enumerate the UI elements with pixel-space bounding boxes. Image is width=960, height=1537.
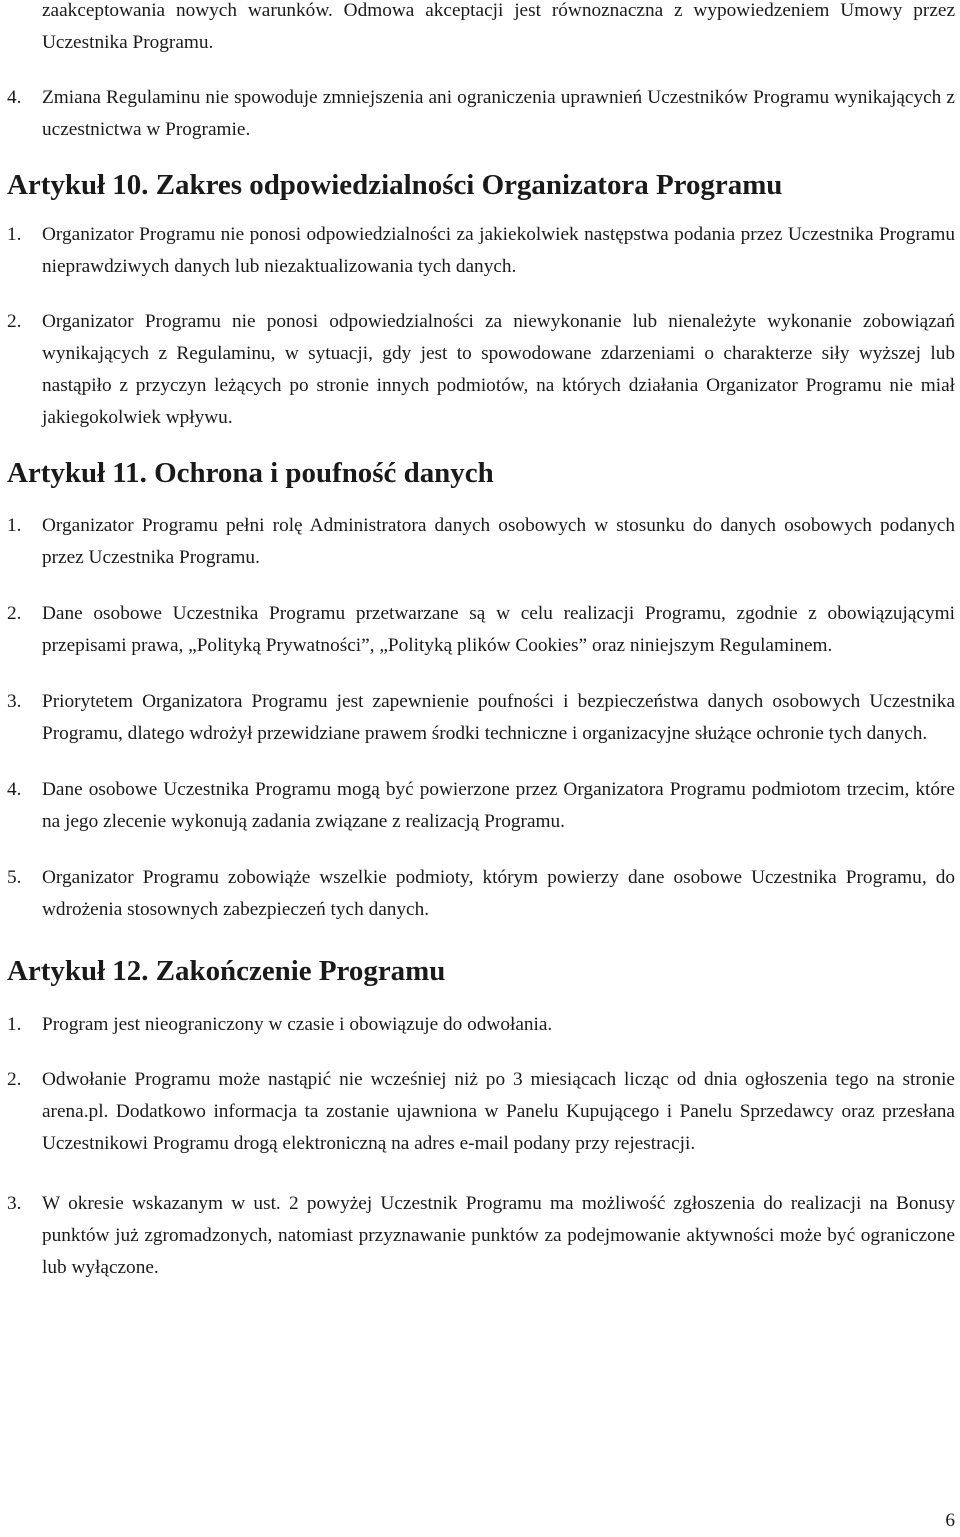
list-item-number: 5. (7, 867, 22, 888)
list-item-number: 3. (7, 1193, 22, 1214)
list-item (7, 774, 955, 838)
article-11-heading: Artykuł 11. Ochrona i poufność danych (7, 457, 494, 489)
list-item-number: 2. (7, 603, 22, 624)
list-item (7, 686, 955, 750)
list-item-number: 4. (7, 779, 22, 800)
list-item (7, 510, 955, 574)
list-item-number: 1. (7, 1014, 22, 1035)
list-item-text: Zmiana Regulaminu nie spowoduje zmniejszenia ani ograniczenia uprawnień Uczestników Programu wynikających z uczestnictwa w Programie. (42, 87, 955, 140)
list-item-text: Organizator Programu nie ponosi odpowiedzialności za niewykonanie lub nienależyte wykonanie zobowiązań wynikających z Regulaminu, w sytuacji, gdy jest to spowodowane zdarzeniami o charakterze siły wyższej lub nastąpiło z przyczyn leżących po stronie innych podmiotów, na których działania Organizator Programu nie miał jakiegokolwiek wpływu. (42, 311, 955, 428)
list-item-number: 2. (7, 1069, 22, 1090)
list-item-text: Organizator Programu pełni rolę Administratora danych osobowych w stosunku do danych osobowych podanych przez Uczestnika Programu. (42, 515, 955, 568)
list-item-text: Odwołanie Programu może nastąpić nie wcześniej niż po 3 miesiącach licząc od dnia ogłoszenia tego na stronie arena.pl. Dodatkowo informacja ta zostanie ujawniona w Panelu Kupującego i Panelu Sprzedawcy oraz przesłana Uczestnikowi Programu drogą elektroniczną na adres e-mail podany przy rejestracji. (42, 1069, 955, 1154)
list-item (7, 862, 955, 926)
article-12-heading: Artykuł 12. Zakończenie Programu (7, 955, 446, 987)
list-item-number: 2. (7, 311, 22, 332)
list-item-number: 4. (7, 87, 22, 108)
list-item-text: Dane osobowe Uczestnika Programu przetwarzane są w celu realizacji Programu, zgodnie z obowiązującymi przepisami prawa, „Polityką Prywatności”, „Polityką plików Cookies” oraz niniejszym Regulaminem. (42, 603, 955, 656)
page-content (7, 0, 955, 1284)
list-item-text: Program jest nieograniczony w czasie i obowiązuje do odwołania. (42, 1014, 553, 1035)
list-item-number: 3. (7, 691, 22, 712)
list-item-text: Dane osobowe Uczestnika Programu mogą być powierzone przez Organizatora Programu podmiotom trzecim, które na jego zlecenie wykonują zadania związane z realizacją Programu. (42, 779, 955, 832)
list-item-number: 1. (7, 515, 22, 536)
list-item (7, 1009, 955, 1041)
list-item (7, 82, 955, 146)
list-item (7, 306, 955, 434)
list-item (7, 1188, 955, 1284)
list-item (7, 1064, 955, 1160)
list-item-text: Organizator Programu zobowiąże wszelkie podmioty, którym powierzy dane osobowe Uczestnika Programu, do wdrożenia stosownych zabezpieczeń tych danych. (42, 867, 955, 920)
list-item-text: Priorytetem Organizatora Programu jest zapewnienie poufności i bezpieczeństwa danych osobowych Uczestnika Programu, dlatego wdrożył przewidziane prawem środki techniczne i organizacyjne służące ochronie tych danych. (42, 691, 955, 744)
list-item (7, 598, 955, 662)
list-item-number: 1. (7, 224, 22, 245)
intro-paragraph-fragment: zaakceptowania nowych warunków. Odmowa akceptacji jest równoznaczna z wypowiedzeniem Umowy przez Uczestnika Programu. (42, 0, 955, 53)
list-item-text: W okresie wskazanym w ust. 2 powyżej Uczestnik Programu ma możliwość zgłoszenia do realizacji na Bonusy punktów już zgromadzonych, natomiast przyznawanie punktów za podejmowanie aktywności może być ograniczone lub wyłączone. (42, 1193, 955, 1278)
article-10-heading: Artykuł 10. Zakres odpowiedzialności Organizatora Programu (7, 169, 783, 201)
list-item-text: Organizator Programu nie ponosi odpowiedzialności za jakiekolwiek następstwa podania przez Uczestnika Programu nieprawdziwych danych lub niezaktualizowania tych danych. (42, 224, 955, 277)
list-item (7, 219, 955, 283)
page-number: 6 (945, 1510, 955, 1531)
